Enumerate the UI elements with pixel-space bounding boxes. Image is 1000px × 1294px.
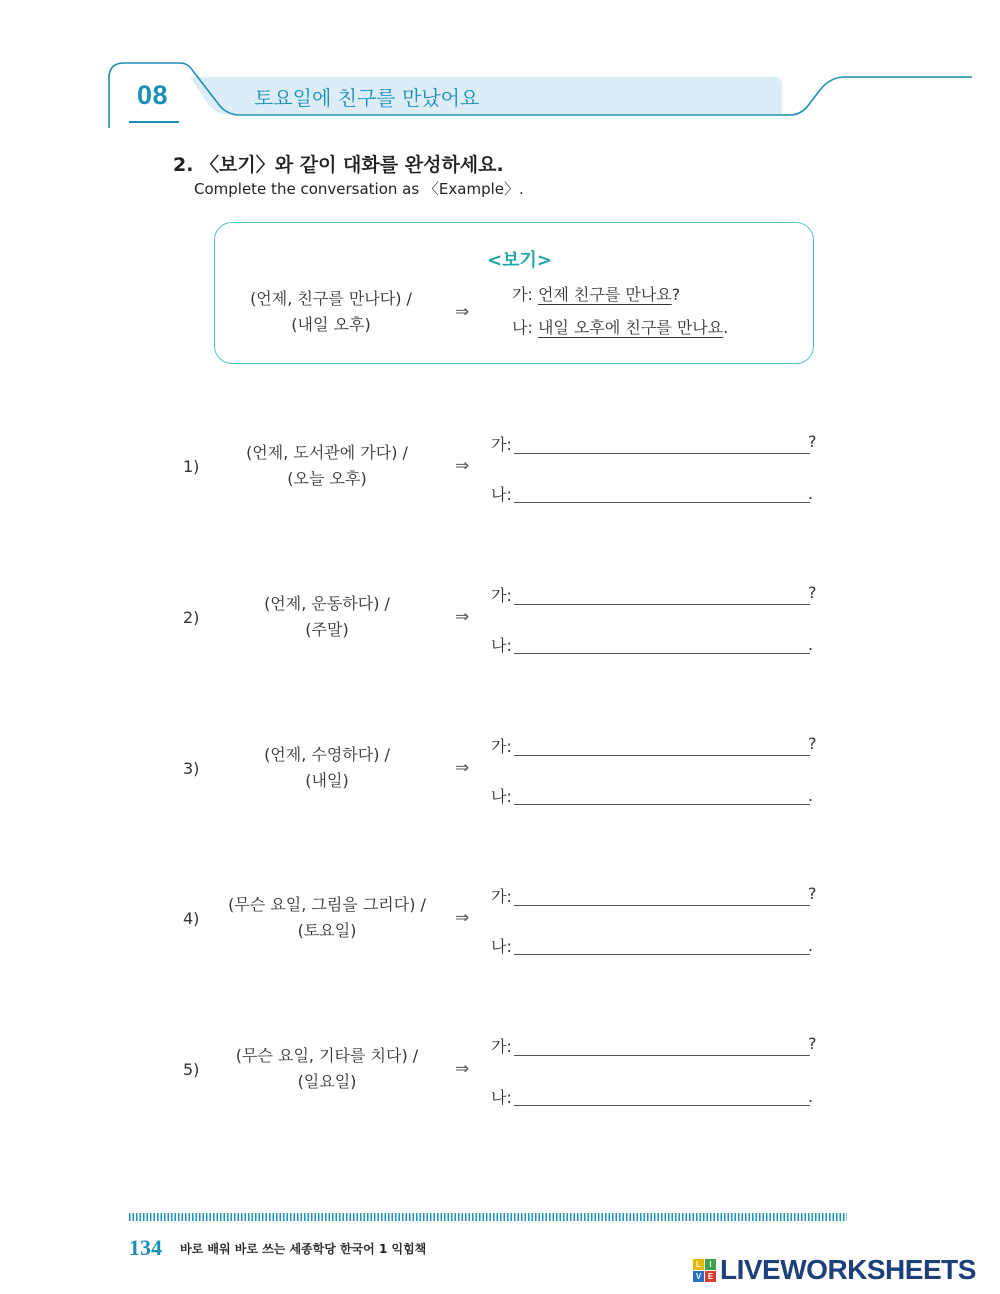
item-cue-line2: (오늘 오후) xyxy=(287,469,367,488)
item-cue-line1: (언제, 수영하다) / xyxy=(264,745,390,764)
example-cue-line1: (언제, 친구를 만나다) / xyxy=(250,289,412,308)
item-cue-line2: (내일) xyxy=(305,771,349,790)
item-number: 3) xyxy=(183,759,200,778)
item-arrow: ⇒ xyxy=(455,1059,470,1079)
item-arrow: ⇒ xyxy=(455,607,470,627)
ga-speaker-label: 가: xyxy=(491,887,512,906)
ga-speaker-label: 가: xyxy=(491,1037,512,1056)
badge-letter: V xyxy=(693,1271,704,1282)
item-arrow: ⇒ xyxy=(455,456,470,476)
item-cue-line1: (언제, 도서관에 가다) / xyxy=(246,443,408,462)
period-mark: . xyxy=(808,635,814,654)
period-mark: . xyxy=(808,936,814,955)
badge-letter: E xyxy=(705,1271,716,1282)
item-arrow: ⇒ xyxy=(455,758,470,778)
na-answer-input[interactable] xyxy=(514,631,810,654)
ga-answer-input[interactable] xyxy=(514,1033,810,1056)
na-speaker-label: 나: xyxy=(491,787,512,806)
period-mark: . xyxy=(808,484,814,503)
liveworksheets-logo[interactable] xyxy=(693,1255,976,1285)
item-cue-line1: (무슨 요일, 그림을 그리다) / xyxy=(228,895,426,914)
na-speaker-label: 나: xyxy=(491,485,512,504)
chapter-number: 08 xyxy=(137,80,169,110)
example-cue xyxy=(211,286,451,338)
example-ga-answer: 언제 친구를 만나요 xyxy=(537,285,672,304)
item-cue xyxy=(207,591,447,643)
example-ga-punct: ? xyxy=(671,285,681,304)
badge-letter: I xyxy=(705,1259,716,1270)
example-na-line xyxy=(512,315,728,338)
example-na-punct: . xyxy=(723,318,729,337)
item-cue xyxy=(207,1043,447,1095)
page-number: 134 xyxy=(129,1235,162,1260)
ga-answer-input[interactable] xyxy=(514,883,810,906)
chapter-number-underline xyxy=(129,121,179,123)
question-title: 2. 〈보기〉와 같이 대화를 완성하세요. xyxy=(173,154,504,176)
item-number: 2) xyxy=(183,608,200,627)
item-cue xyxy=(207,742,447,794)
question-mark: ? xyxy=(808,884,817,903)
item-number: 5) xyxy=(183,1060,200,1079)
na-answer-input[interactable] xyxy=(514,480,810,503)
example-na-prefix: 나: xyxy=(512,318,538,337)
question-mark: ? xyxy=(808,583,817,602)
question-mark: ? xyxy=(808,1034,817,1053)
ga-speaker-label: 가: xyxy=(491,737,512,756)
example-cue-line2: (내일 오후) xyxy=(291,315,371,334)
question-mark: ? xyxy=(808,432,817,451)
example-ga-prefix: 가: xyxy=(512,285,538,304)
item-cue-line1: (언제, 운동하다) / xyxy=(264,594,390,613)
period-mark: . xyxy=(808,786,814,805)
liveworksheets-badge-icon xyxy=(693,1259,716,1282)
ga-answer-input[interactable] xyxy=(514,582,810,605)
na-answer-input[interactable] xyxy=(514,1083,810,1106)
example-na-answer: 내일 오후에 친구를 만나요 xyxy=(537,318,724,337)
item-arrow: ⇒ xyxy=(455,908,470,928)
na-answer-input[interactable] xyxy=(514,782,810,805)
item-cue xyxy=(207,440,447,492)
item-cue xyxy=(207,892,447,944)
chapter-title: 토요일에 친구를 만났어요 xyxy=(254,86,480,110)
na-answer-input[interactable] xyxy=(514,932,810,955)
ga-answer-input[interactable] xyxy=(514,431,810,454)
period-mark: . xyxy=(808,1087,814,1106)
item-cue-line2: (일요일) xyxy=(297,1072,357,1091)
item-number: 1) xyxy=(183,457,200,476)
liveworksheets-text: LIVEWORKSHEETS xyxy=(720,1254,976,1285)
book-title: 바로 배워 바로 쓰는 세종학당 한국어 1 익힘책 xyxy=(180,1242,427,1256)
badge-letter: L xyxy=(693,1259,704,1270)
ga-speaker-label: 가: xyxy=(491,586,512,605)
ga-speaker-label: 가: xyxy=(491,435,512,454)
item-number: 4) xyxy=(183,909,200,928)
ga-answer-input[interactable] xyxy=(514,733,810,756)
item-cue-line1: (무슨 요일, 기타를 치다) / xyxy=(235,1046,419,1065)
example-arrow: ⇒ xyxy=(455,302,470,322)
example-ga-line xyxy=(512,282,680,305)
question-mark: ? xyxy=(808,734,817,753)
item-cue-line2: (토요일) xyxy=(297,921,357,940)
footer-dotted-rule xyxy=(129,1213,847,1221)
item-cue-line2: (주말) xyxy=(305,620,349,639)
na-speaker-label: 나: xyxy=(491,636,512,655)
chapter-header-graphic xyxy=(0,0,1000,135)
na-speaker-label: 나: xyxy=(491,1088,512,1107)
example-label: <보기> xyxy=(487,250,552,271)
question-subtitle: Complete the conversation as 〈Example〉. xyxy=(194,180,524,198)
na-speaker-label: 나: xyxy=(491,937,512,956)
